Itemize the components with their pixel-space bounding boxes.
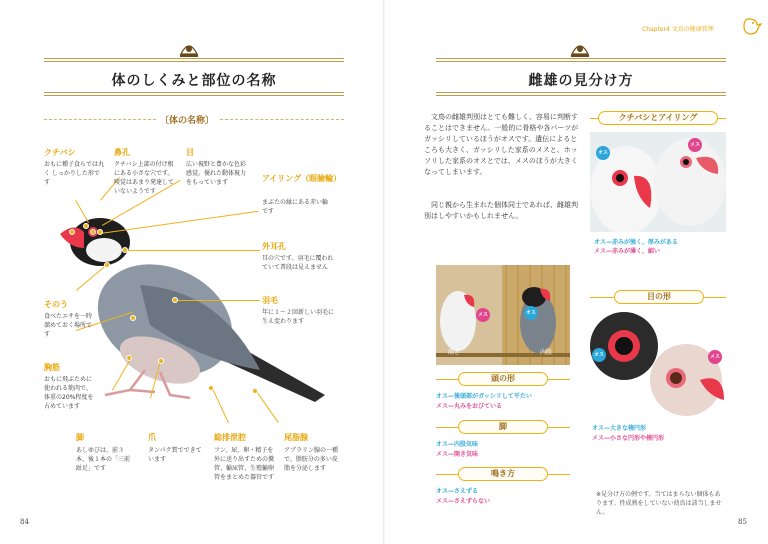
marker-feather [172,297,178,303]
part-desc-crop: 食べたエサを一時溜めておく場所です [44,313,93,338]
beak-caption-male: オス—赤みが強く、厚みがある [594,239,678,246]
part-desc-beak: おもに種子食らでは丸く しっかりした形です [44,161,104,186]
badge-female-beak: メス [688,138,702,152]
badge-male-cage: オス [524,306,538,320]
right-page-number: 85 [738,518,747,526]
chapter-label: Chapter4 文鳥の健康管理 [642,26,714,33]
badge-female-eye: メス [708,350,722,364]
part-title-feather: 羽毛 [262,296,278,305]
left-title-block [44,58,344,98]
part-title-chest: 胸筋 [44,363,60,372]
part-desc-feather: 年に１～２回新しい羽毛に生え変わります [262,309,335,325]
part-title-cloaca: 総排泄腔 [214,433,246,442]
part-desc-leg: あしゆびは、前３本、後１本の「三前趾足」です [76,447,131,472]
callout-ear [125,250,260,251]
song-caption-male: オス—さえずる [436,488,478,495]
part-desc-ear: 耳の穴です。羽毛に覆われていて普段は見えません [262,255,334,271]
part-desc-cloaca: フン、尿、卵・精子を外に送り出すための糞管、輸尿管、生殖輸卵管をまとめた器官です [214,447,275,481]
part-desc-uropygial: アブラリン腺の一種で、脂肪分の多い皮脂を分泌します [284,447,339,472]
badge-male-beak: オス [596,146,610,160]
part-desc-claw: タンパク質でできています [148,447,202,463]
section-rule-left [44,119,156,120]
marker-leg [126,355,132,361]
marker-claw [158,358,164,364]
part-title-beak: クチバシ [44,148,76,157]
badge-female-cage: メス [476,308,490,322]
left-page-number: 84 [20,518,29,526]
section-title-leg: 脚 [458,420,548,434]
part-title-uropygial: 尾脂腺 [284,433,308,442]
part-desc-eyering: まぶたの縁にある赤い輪です [262,199,329,215]
bird-cage-emblem-icon-right [569,40,591,58]
intro-paragraph-1: 文鳥の雌雄判別はとても難しく、容易に判断することはできません。一般的に骨格や各パーツがガッシリしているほうがオスです。遺伝によるところも大きく、ガッシリした家系のメスと、ホッソリした家系のオスとでは、メスのほうが大きくなってしまいます。 [424,113,579,176]
photo-eye-comparison [590,310,726,416]
marker-beak [69,229,75,235]
marker-cloaca [208,385,214,391]
marker-ear [122,247,128,253]
section-rule-right [220,119,344,120]
song-caption-female: メス—さえずらない [436,498,491,505]
marker-eye [90,229,96,235]
part-title-eyering: アイリング（眼瞼輪） [262,174,342,183]
chick-icon [740,16,762,36]
beak-caption-female: メス—赤みが薄く、細い [594,248,660,255]
right-page-title: 雌雄の見分け方 [528,73,634,89]
bird-cage-emblem-icon [178,40,200,58]
callout-feather [175,300,260,301]
section-title-eye: 目の形 [614,290,704,304]
label-leg-open: 開き [448,349,461,356]
part-title-eye: 目 [186,148,194,157]
head-caption-male: オス—後頭部がガッシリして平たい [436,393,532,400]
photo-beak-comparison [590,132,726,232]
part-desc-eye: 広い視野と豊かな色彩感覚。優れた動体視力をもっています [186,161,247,186]
section-title-song: 鳴き方 [458,467,548,481]
marker-chest [130,315,136,321]
part-title-crop: そのう [44,300,68,309]
part-desc-nostril: クチバシ上部の付け根にある小さな穴です。嗅覚はあまり発達していないようです [114,161,175,195]
eye-caption-male: オス—大きな楕円形 [592,425,646,432]
footnote: ※見分け方の例です。当てはまらない個体もあります。性成熟をしていない幼鳥は該当しません。 [596,491,722,516]
section-title-beak: クチバシとアイリング [598,111,718,125]
part-desc-chest: おもに飛ぶために使われる筋肉で、体重の20%程度を占めています [44,376,94,410]
leg-caption-female: メス—開き気味 [436,451,479,458]
right-title-block [436,58,726,98]
part-title-nostril: 鼻孔 [114,148,130,157]
marker-eyering [97,229,103,235]
part-title-leg: 脚 [76,433,84,442]
leg-caption-male: オス—内股気味 [436,441,478,448]
part-title-ear: 外耳孔 [262,242,286,251]
badge-male-eye: オス [592,348,606,362]
body-names-label: 〔体の名称〕 [160,116,215,126]
label-leg-inner: 内股 [540,349,553,356]
marker-uropygial [252,388,258,394]
part-title-claw: 爪 [148,433,156,442]
section-title-head: 頭の形 [458,372,548,386]
head-caption-female: メス—丸みをおびている [436,403,503,410]
marker-nostril [83,223,89,229]
book-gutter [383,0,385,544]
marker-crop [104,262,110,268]
left-page-title: 体のしくみと部位の名称 [111,73,277,89]
intro-paragraph-2: 同じ親から生まれた個体同士であれば、雌雄判別はしやすいかもしれません。 [424,201,578,220]
eye-caption-female: メス—小さな円形や楕円形 [592,435,665,442]
